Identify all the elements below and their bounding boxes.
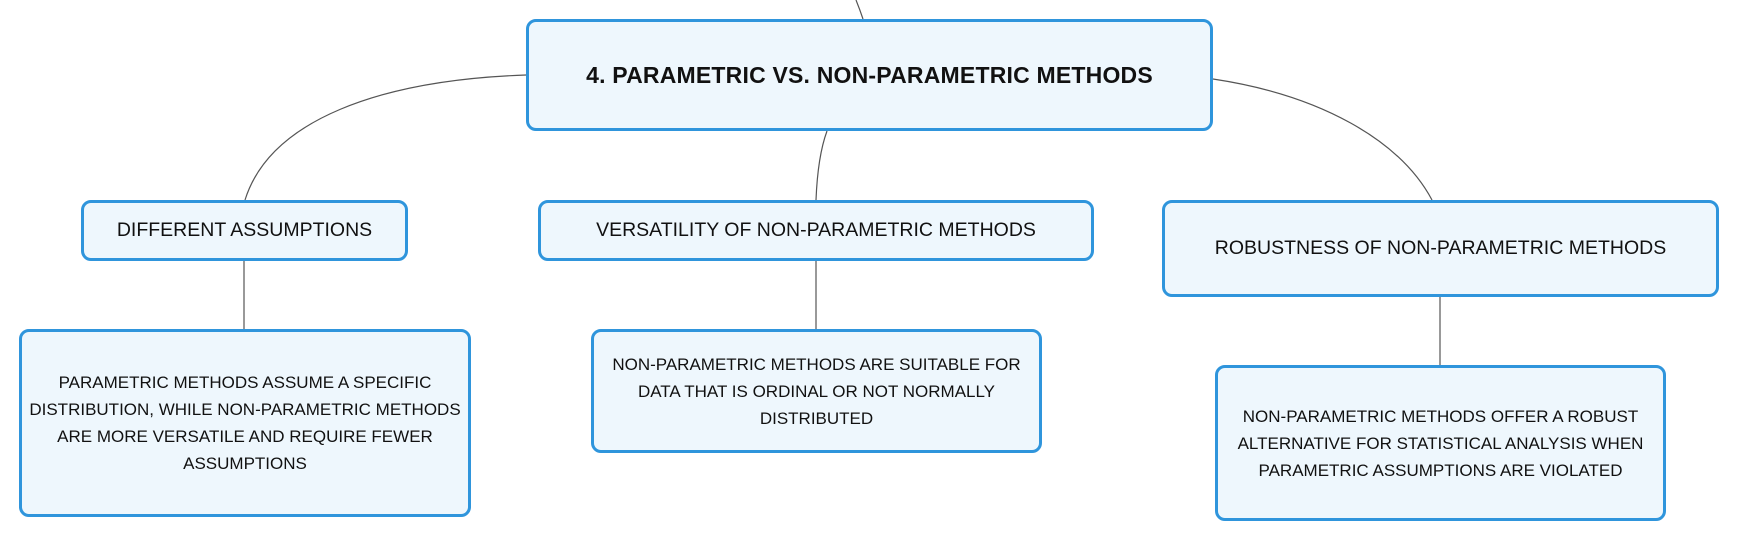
detail-node-versatility[interactable] — [591, 329, 1042, 453]
topic-node-different-assumptions[interactable] — [81, 200, 408, 261]
connector-root-to-versatility — [816, 131, 827, 200]
root-topic-label: 4. PARAMETRIC VS. NON-PARAMETRIC METHODS — [586, 61, 1153, 88]
detail-text: PARAMETRIC METHODS ASSUME A SPECIFIC DISTRIBUTION, WHILE NON-PARAMETRIC METHODS ARE MORE VERSATILE AND REQUIRE FEWER ASSUMPTIONS — [29, 373, 461, 473]
topic-node-robustness[interactable] — [1162, 200, 1719, 297]
connector-root-to-assumptions — [245, 75, 526, 200]
topic-label: VERSATILITY OF NON-PARAMETRIC METHODS — [596, 219, 1036, 241]
connector-root-to-robustness — [1213, 79, 1432, 200]
root-topic-node[interactable] — [526, 19, 1213, 131]
topic-label: ROBUSTNESS OF NON-PARAMETRIC METHODS — [1214, 237, 1667, 259]
topic-node-versatility[interactable] — [538, 200, 1094, 261]
detail-node-different-assumptions[interactable] — [19, 329, 471, 517]
detail-text: NON-PARAMETRIC METHODS ARE SUITABLE FOR DATA THAT IS ORDINAL OR NOT NORMALLY DISTRIBUTED — [612, 354, 1021, 428]
connector-parent-to-root — [856, 0, 863, 19]
topic-label: DIFFERENT ASSUMPTIONS — [116, 219, 373, 241]
detail-node-robustness[interactable] — [1215, 365, 1666, 521]
detail-text: NON-PARAMETRIC METHODS OFFER A ROBUST ALTERNATIVE FOR STATISTICAL ANALYSIS WHEN PARAMETRIC ASSUMPTIONS ARE VIOLATED — [1237, 406, 1644, 480]
